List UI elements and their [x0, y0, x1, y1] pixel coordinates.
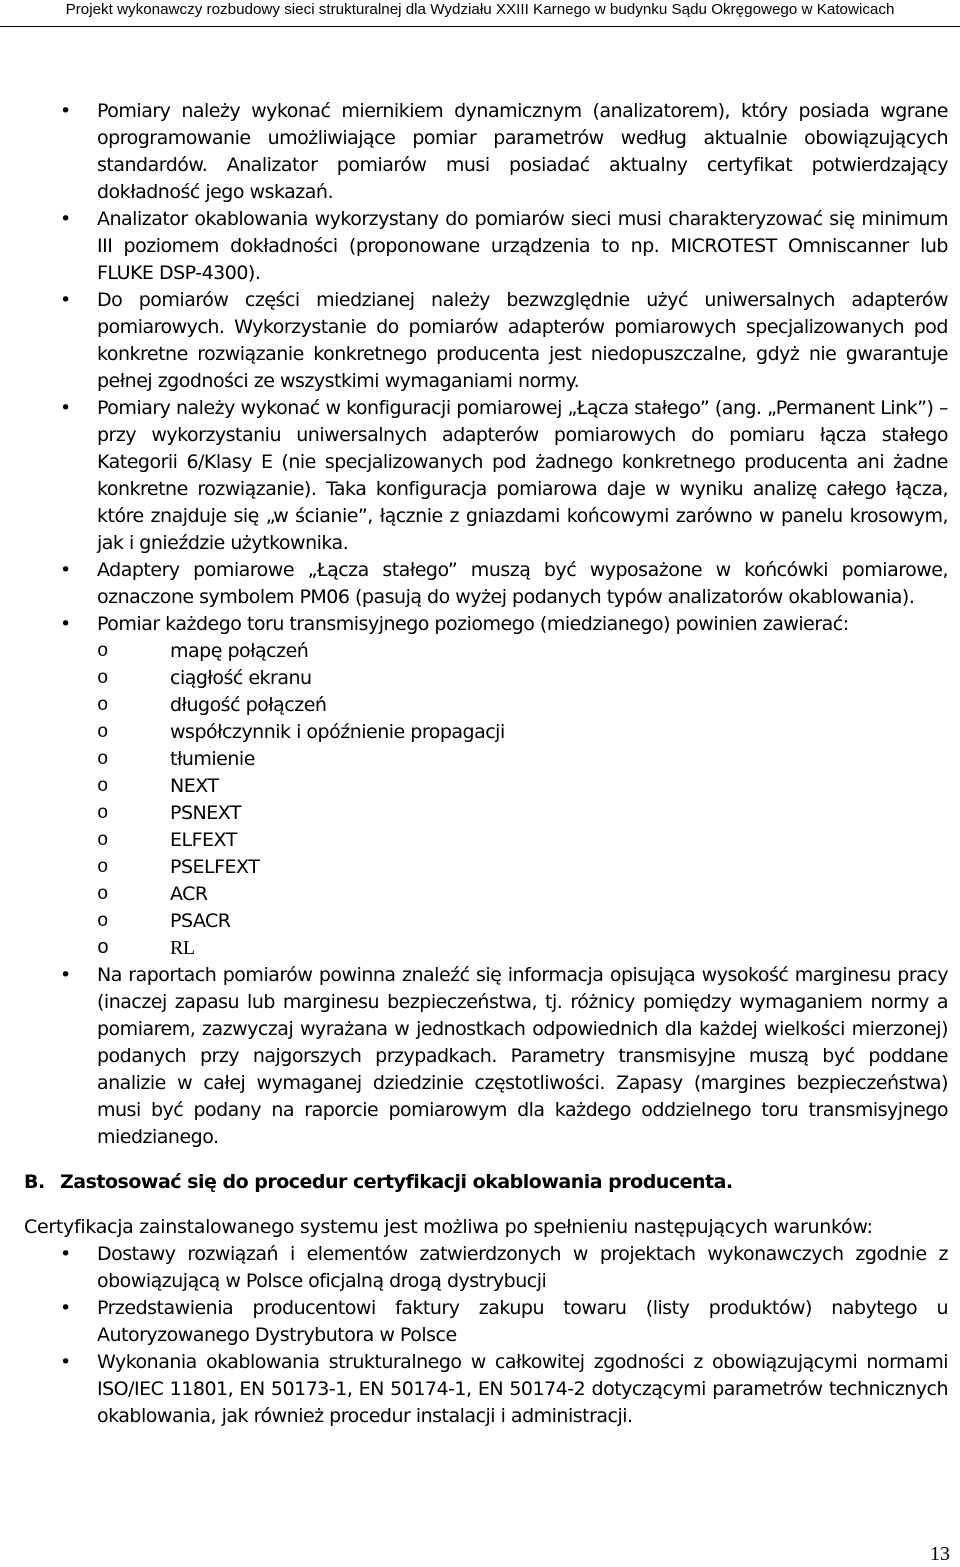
list-item: • Do pomiarów części miedzianej należy bezwzględnie użyć uniwersalnych adapterów pomiarowych. Wykorzystanie do pomiarów adapterów pomiarowych specjalizowanych pod konkretne rozwiązanie konkretnego producenta jest niedopuszczalne, gdyż nie gwarantuje pełnej zgodności ze wszystkimi wymaganiami normy. — [24, 287, 948, 395]
sub-list-item: o PSELFEXT — [97, 854, 948, 881]
section-title: Zastosować się do procedur certyfikacji okablowania producenta. — [60, 1171, 733, 1193]
certification-intro: Certyfikacja zainstalowanego systemu jest możliwa po spełnieniu następujących warunków: — [24, 1216, 873, 1238]
list-item: • Wykonania okablowania strukturalnego w całkowitej zgodności z obowiązującymi normami ISO/IEC 11801, EN 50173-1, EN 50174-1, EN 50174-2 dotyczącymi parametrów technicznych okablowania, jak również procedur instalacji i administracji. — [24, 1349, 948, 1430]
list-item: • Adaptery pomiarowe „Łącza stałego” muszą być wyposażone w końcówki pomiarowe, oznaczone symbolem PM06 (pasują do wyżej podanych typów analizatorów okablowania). — [24, 557, 948, 611]
section-number: B. — [24, 1171, 45, 1193]
certification-conditions-list — [24, 1241, 948, 1430]
sub-list-item: o ciągłość ekranu — [97, 665, 948, 692]
list-item: • Pomiary należy wykonać miernikiem dynamicznym (analizatorem), który posiada wgrane oprogramowanie umożliwiające pomiar parametrów według aktualnie obowiązujących standardów. Analizator pomiarów musi posiadać aktualny certyfikat potwierdzający dokładność jego wskazań. — [24, 98, 948, 206]
running-header: Projekt wykonawczy rozbudowy sieci strukturalnej dla Wydziału XXIII Karnego w budynku Sądu Okręgowego w Katowicach — [65, 1, 895, 18]
list-item: • Dostawy rozwiązań i elementów zatwierdzonych w projektach wykonawczych zgodnie z obowiązującą w Polsce oficjalną drogą dystrybucji — [24, 1241, 948, 1295]
sub-list-item: o PSNEXT — [97, 800, 948, 827]
sub-list-item: o RL — [97, 935, 948, 962]
sub-list-item: o NEXT — [97, 773, 948, 800]
header-rule — [0, 26, 960, 27]
list-item: • Analizator okablowania wykorzystany do pomiarów sieci musi charakteryzować się minimum III poziomem dokładności (proponowane urządzenia to np. MICROTEST Omniscanner lub FLUKE DSP-4300). — [24, 206, 948, 287]
list-item-measurements — [24, 611, 948, 962]
requirements-list — [24, 98, 948, 1151]
sub-list-item: o tłumienie — [97, 746, 948, 773]
sub-list-item: o długość połączeń — [97, 692, 948, 719]
sub-list-item: o mapę połączeń — [97, 638, 948, 665]
list-item: • Pomiary należy wykonać w konfiguracji pomiarowej „Łącza stałego” (ang. „Permanent Link”) – przy wykorzystaniu uniwersalnych adapterów pomiarowych do pomiaru łącza stałego Kategorii 6/Klasy E (nie specjalizowanych pod żadnego konkretnego producenta ani żadne konkretne rozwiązanie). Taka konfiguracja pomiarowa daje w wyniku analizę całego łącza, które znajduje się „w ścianie”, łącznie z gniazdami końcowymi zarówno w panelu krosowym, jak i gnieździe użytkownika. — [24, 395, 948, 557]
sub-list-item: o współczynnik i opóźnienie propagacji — [97, 719, 948, 746]
document-body — [24, 98, 948, 1430]
measurement-parameters-list — [97, 638, 948, 962]
sub-list-item: o ACR — [97, 881, 948, 908]
list-item: • Na raportach pomiarów powinna znaleźć się informacja opisująca wysokość marginesu pracy (inaczej zapasu lub marginesu bezpieczeństwa, tj. różnicy pomiędzy wymaganiem normy a pomiarem, zazwyczaj wyrażana w jednostkach odpowiednich dla każdej wielkości mierzonej) podanych przy najgorszych przypadkach. Parametry transmisyjne muszą być poddane analizie w całej wymaganej dziedzinie częstotliwości. Zapasy (margines bezpieczeństwa) musi być podany na raporcie pomiarowym dla każdego oddzielnego toru transmisyjnego miedzianego. — [24, 962, 948, 1151]
list-item: • Przedstawienia producentowi faktury zakupu towaru (listy produktów) nabytego u Autoryzowanego Dystrybutora w Polsce — [24, 1295, 948, 1349]
measurements-intro: Pomiar każdego toru transmisyjnego poziomego (miedzianego) powinien zawierać: — [97, 613, 849, 635]
page-number: 13 — [930, 1543, 950, 1565]
sub-list-item: o ELFEXT — [97, 827, 948, 854]
sub-list-item: o PSACR — [97, 908, 948, 935]
section-heading — [24, 1169, 948, 1196]
